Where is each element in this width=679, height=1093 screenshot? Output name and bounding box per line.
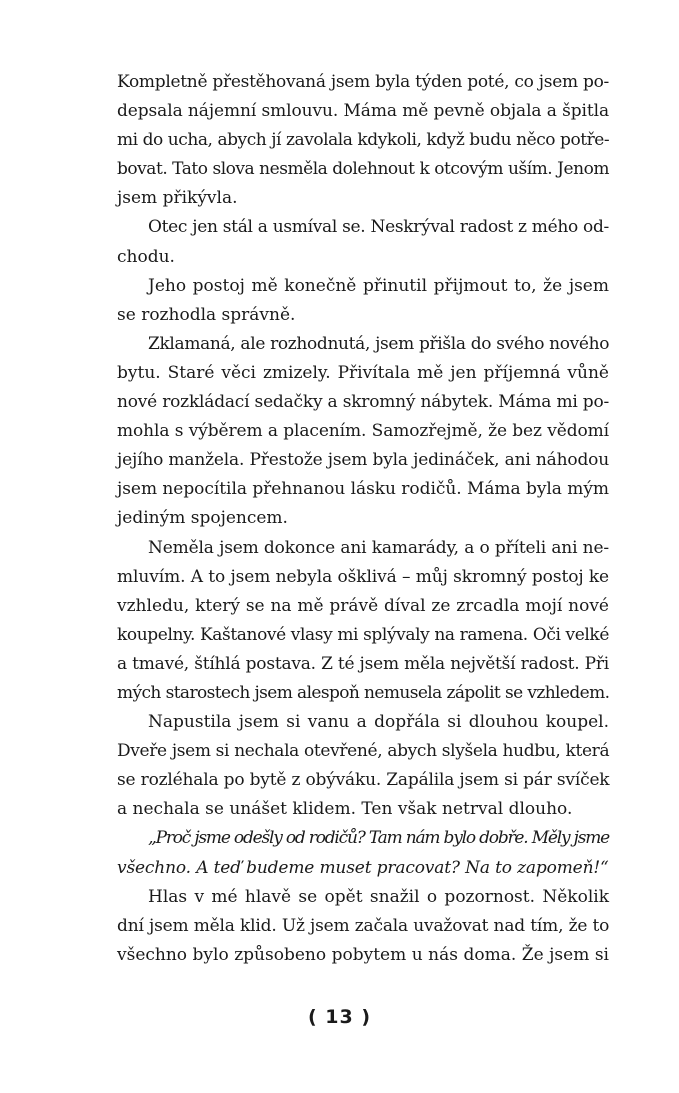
text-line: jejího manžela. Přestože jsem byla jedináček, ani náhodou [117, 450, 609, 471]
text-line: mohla s výběrem a placením. Samozřejmě, že bez vědomí [117, 421, 609, 442]
text-line: Neměla jsem dokonce ani kamarády, a o příteli ani ne- [148, 537, 609, 558]
text-line: Napustila jsem si vanu a dopřála si dlouhou koupel. [148, 712, 609, 733]
text-line: mých starostech jsem alespoň nemusela zápolit se vzhledem. [117, 682, 610, 703]
text-line: nové rozkládací sedačky a skromný nábytek. Máma mi po- [117, 392, 610, 413]
text-line: a nechala se unášet klidem. Ten však netrval dlouho. [117, 799, 573, 820]
text-line: bovat. Tato slova nesměla dolehnout k otcovým uším. Jenom [117, 159, 609, 180]
text-line: dní jsem měla klid. Už jsem začala uvažovat nad tím, že to [117, 915, 610, 936]
text-line: depsala nájemní smlouvu. Máma mě pevně objala a špitla [117, 101, 610, 122]
paragraph [117, 883, 609, 970]
text-line: a tmavé, štíhlá postava. Z té jsem měla největší radost. Při [117, 653, 609, 674]
text-line: vzhledu, který se na mě právě díval ze zrcadla mojí nové [117, 595, 609, 616]
body-text [117, 68, 609, 970]
text-line: mi do ucha, abych jí zavolala kdykoli, když budu něco potře- [117, 130, 610, 151]
text-line: Dveře jsem si nechala otevřené, abych slyšela hudbu, která [117, 741, 610, 762]
text-line: všechno. A teď budeme muset pracovat? Na to zapomeň!“ [117, 857, 609, 878]
text-line: všechno bylo způsobeno pobytem u nás doma. Že jsem si [117, 944, 609, 965]
paragraph [117, 330, 609, 534]
paragraph [117, 534, 609, 709]
text-line: Zklamaná, ale rozhodnutá, jsem přišla do svého nového [148, 333, 610, 354]
paragraph [117, 213, 609, 271]
text-line: mluvím. A to jsem nebyla ošklivá – můj skromný postoj ke [117, 566, 610, 587]
text-line: jsem nepocítila přehnanou lásku rodičů. Máma byla mým [117, 479, 609, 500]
text-line: Hlas v mé hlavě se opět snažil o pozornost. Několik [148, 886, 609, 907]
paragraph [117, 68, 609, 213]
text-line: jediným spojencem. [117, 508, 288, 529]
text-line: Kompletně přestěhovaná jsem byla týden poté, co jsem po- [117, 72, 609, 92]
text-line: chodu. [117, 246, 175, 267]
text-line: Otec jen stál a usmíval se. Neskrýval radost z mého od- [148, 217, 609, 238]
page-number: ( 13 ) [307, 1006, 372, 1028]
text-line: „Proč jsme odešly od rodičů? Tam nám bylo dobře. Měly jsme [148, 828, 609, 849]
text-line: Jeho postoj mě konečně přinutil přijmout to, že jsem [148, 275, 609, 296]
paragraph [117, 824, 609, 882]
paragraph [117, 272, 609, 330]
paragraph [117, 708, 609, 824]
text-line: jsem přikývla. [117, 188, 238, 209]
text-line: koupelny. Kaštanové vlasy mi splývaly na ramena. Oči velké [117, 624, 610, 645]
text-line: se rozhodla správně. [117, 304, 296, 325]
text-line: bytu. Staré věci zmizely. Přivítala mě jen příjemná vůně [117, 362, 609, 383]
text-line: se rozléhala po bytě z obýváku. Zapálila jsem si pár svíček [117, 770, 610, 791]
